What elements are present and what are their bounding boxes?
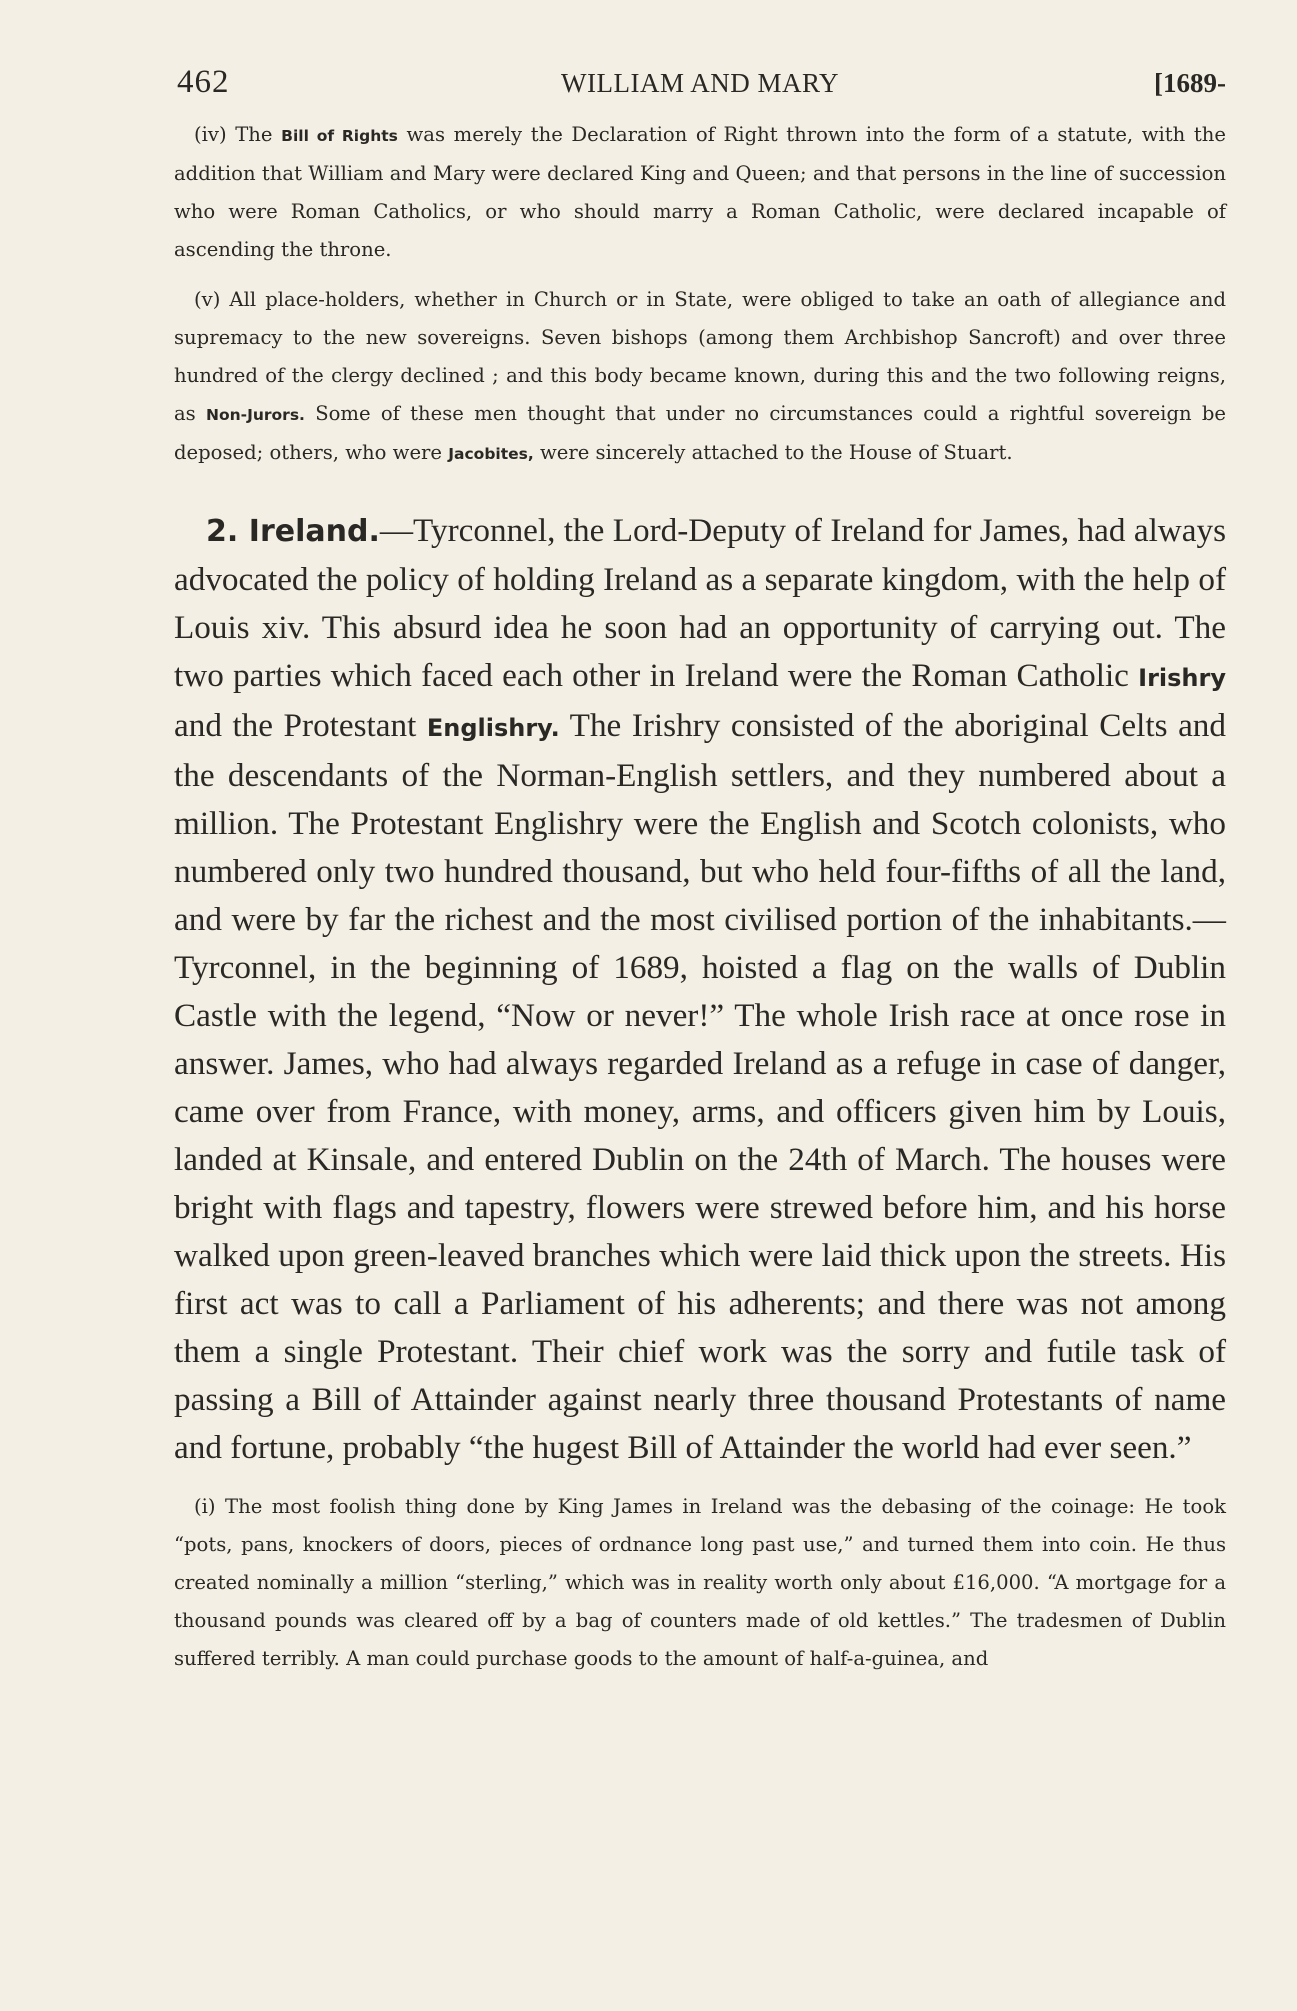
footnote-block	[174, 1488, 1226, 1678]
section-text: and the Protestant	[174, 707, 427, 744]
book-page	[174, 60, 1226, 1678]
paragraph-text: was merely the Declaration of Right thrown into the form of a statute, with the addition that William and Mary were declared King and Queen; and that persons in the line of succession who were Roman Catholics, or who should marry a Roman Catholic, were declared incapable of ascending the throne.	[174, 123, 1227, 261]
main-section	[174, 507, 1226, 1472]
footnote-i: (i) The most foolish thing done by King James in Ireland was the debasing of the coinage: He took “pots, pans, knockers of doors, pieces of ordnance long past use,” and turned them into coin. He thus created nominally a million “sterling,” which was in reality worth only about £16,000. “A mortgage for a thousand pounds was cleared off by a bag of counters made of old kettles.” The tradesmen of Dublin suffered terribly. A man could purchase goods to the amount of half-a-guinea, and	[174, 1495, 1226, 1670]
paragraph-number: (iv) The	[194, 123, 282, 146]
section-text: The Irishry consisted of the aboriginal Celts and the descendants of the Norman-English settlers, and they numbered about a million. The Protestant Englishry were the English and Scotch colonists, who numbered only two hundred thousand, but who held four-fifths of all the land, and were by far the richest and the most civilised portion of the inhabitants.—Tyrconnel, in the beginning of 1689, hoisted a flag on the walls of Dublin Castle with the legend, “Now or never!” The whole Irish race at once rose in answer. James, who had always regarded Ireland as a refuge in case of danger, came over from France, with money, arms, and officers given him by Louis, landed at Kinsale, and entered Dublin on the 24th of March. The houses were bright with flags and tapestry, flowers were strewed before him, and his horse walked upon green-leaved branches which were laid thick upon the streets. His first act was to call a Parliament of his adherents; and there was not among them a single Protestant. Their chief work was the sorry and futile task of passing a Bill of Attainder against nearly three thousand Protestants of name and fortune, probably “the hugest Bill of Attainder the world had ever seen.”	[174, 707, 1226, 1466]
term-non-jurors: Non-Jurors.	[206, 406, 305, 424]
paragraph-iv	[174, 116, 1226, 269]
section-text: —Tyrconnel, the Lord-Deputy of Ireland for James, had always advocated the policy of holding Ireland as a separate kingdom, with the help of Louis xiv. This absurd idea he soon had an opportunity of carrying out. The two parties which faced each other in Ireland were the Roman Catholic	[174, 512, 1226, 694]
page-number: 462	[177, 64, 230, 100]
running-year: [1689-	[1154, 68, 1226, 98]
running-title: WILLIAM AND MARY	[561, 68, 839, 98]
term-jacobites: Jacobites,	[448, 445, 534, 463]
notes-block	[174, 116, 1226, 473]
paragraph-text: (v) All place-holders, whether in Church or in State, were obliged to take an oath of allegiance and supremacy to the new sovereigns. Seven bishops (among them Archbishop Sancroft) and over three hundred of the clergy declined ; and this body became known, during this and the two following reigns, as	[174, 288, 1226, 425]
section-heading: 2. Ireland.	[206, 514, 380, 549]
term-bill-of-rights: Bill of Rights	[281, 127, 398, 145]
term-englishry: Englishry.	[426, 714, 560, 742]
term-irishry: Irishry	[1138, 664, 1226, 692]
section-paragraph	[174, 507, 1226, 1472]
paragraph-text: Some of these men thought that under no circumstances could a rightful sovereign be deposed; others, who were	[174, 402, 1226, 464]
paragraph-text: were sincerely attached to the House of Stuart.	[533, 441, 1013, 464]
paragraph-v	[174, 281, 1226, 473]
running-header	[174, 60, 1226, 116]
